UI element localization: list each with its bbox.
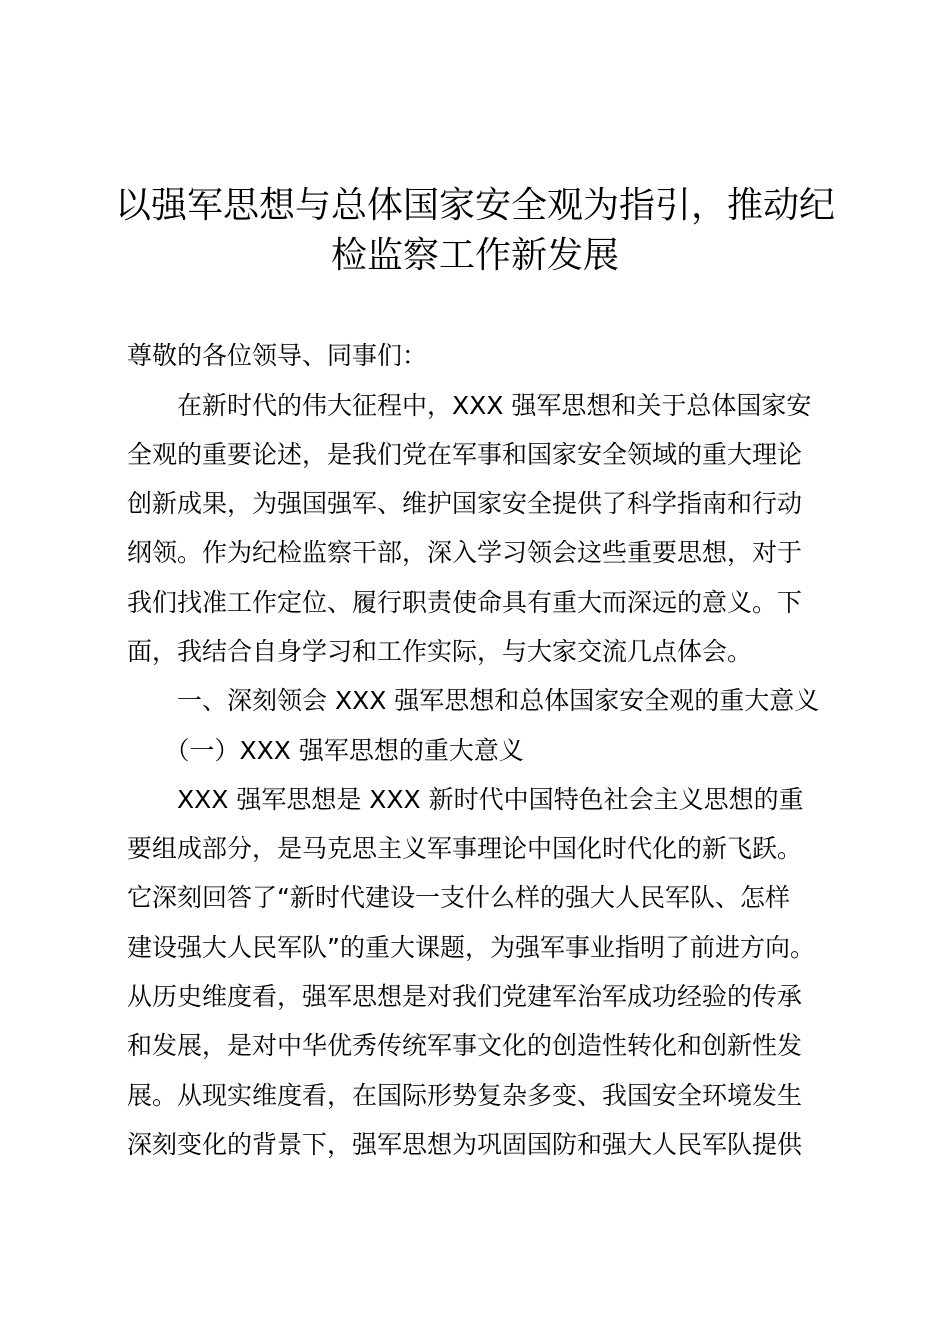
body-line: 从历史维度看，强军思想是对我们党建军治军成功经验的传承: [127, 982, 803, 1011]
body-line: XXX 强军思想是 XXX 新时代中国特色社会主义思想的重: [127, 785, 804, 814]
salutation: 尊敬的各位领导、同事们：: [127, 341, 428, 370]
body-line: 要组成部分，是马克思主义军事理论中国化时代化的新飞跃。: [127, 834, 803, 863]
document-title-line-1: 以强军思想与总体国家安全观为指引，推动纪: [114, 185, 835, 226]
body-line: 建设强大人民军队”的重大课题，为强军事业指明了前进方向。: [127, 933, 815, 962]
body-line: 面，我结合自身学习和工作实际，与大家交流几点体会。: [127, 637, 753, 666]
body-line: 创新成果，为强国强军、维护国家安全提供了科学指南和行动: [127, 489, 803, 518]
body-line: 我们找准工作定位、履行职责使命具有重大而深远的意义。下: [127, 588, 803, 617]
subsection-heading: （一）XXX 强军思想的重大意义: [127, 736, 524, 765]
section-heading: 一、深刻领会 XXX 强军思想和总体国家安全观的重大意义: [127, 686, 820, 715]
document-title-line-2: 检监察工作新发展: [330, 235, 619, 276]
body-line: 和发展，是对中华优秀传统军事文化的创造性转化和创新性发: [127, 1031, 803, 1060]
body-line: 展。从现实维度看，在国际形势复杂多变、我国安全环境发生: [127, 1081, 803, 1110]
body-line: 纲领。作为纪检监察干部，深入学习领会这些重要思想，对于: [127, 538, 803, 567]
body-line: 它深刻回答了“新时代建设一支什么样的强大人民军队、怎样: [127, 883, 790, 912]
body-line: 全观的重要论述，是我们党在军事和国家安全领域的重大理论: [127, 440, 803, 469]
body-line: 在新时代的伟大征程中，XXX 强军思想和关于总体国家安: [127, 391, 812, 420]
body-line: 深刻变化的背景下，强军思想为巩固国防和强大人民军队提供: [127, 1130, 803, 1159]
